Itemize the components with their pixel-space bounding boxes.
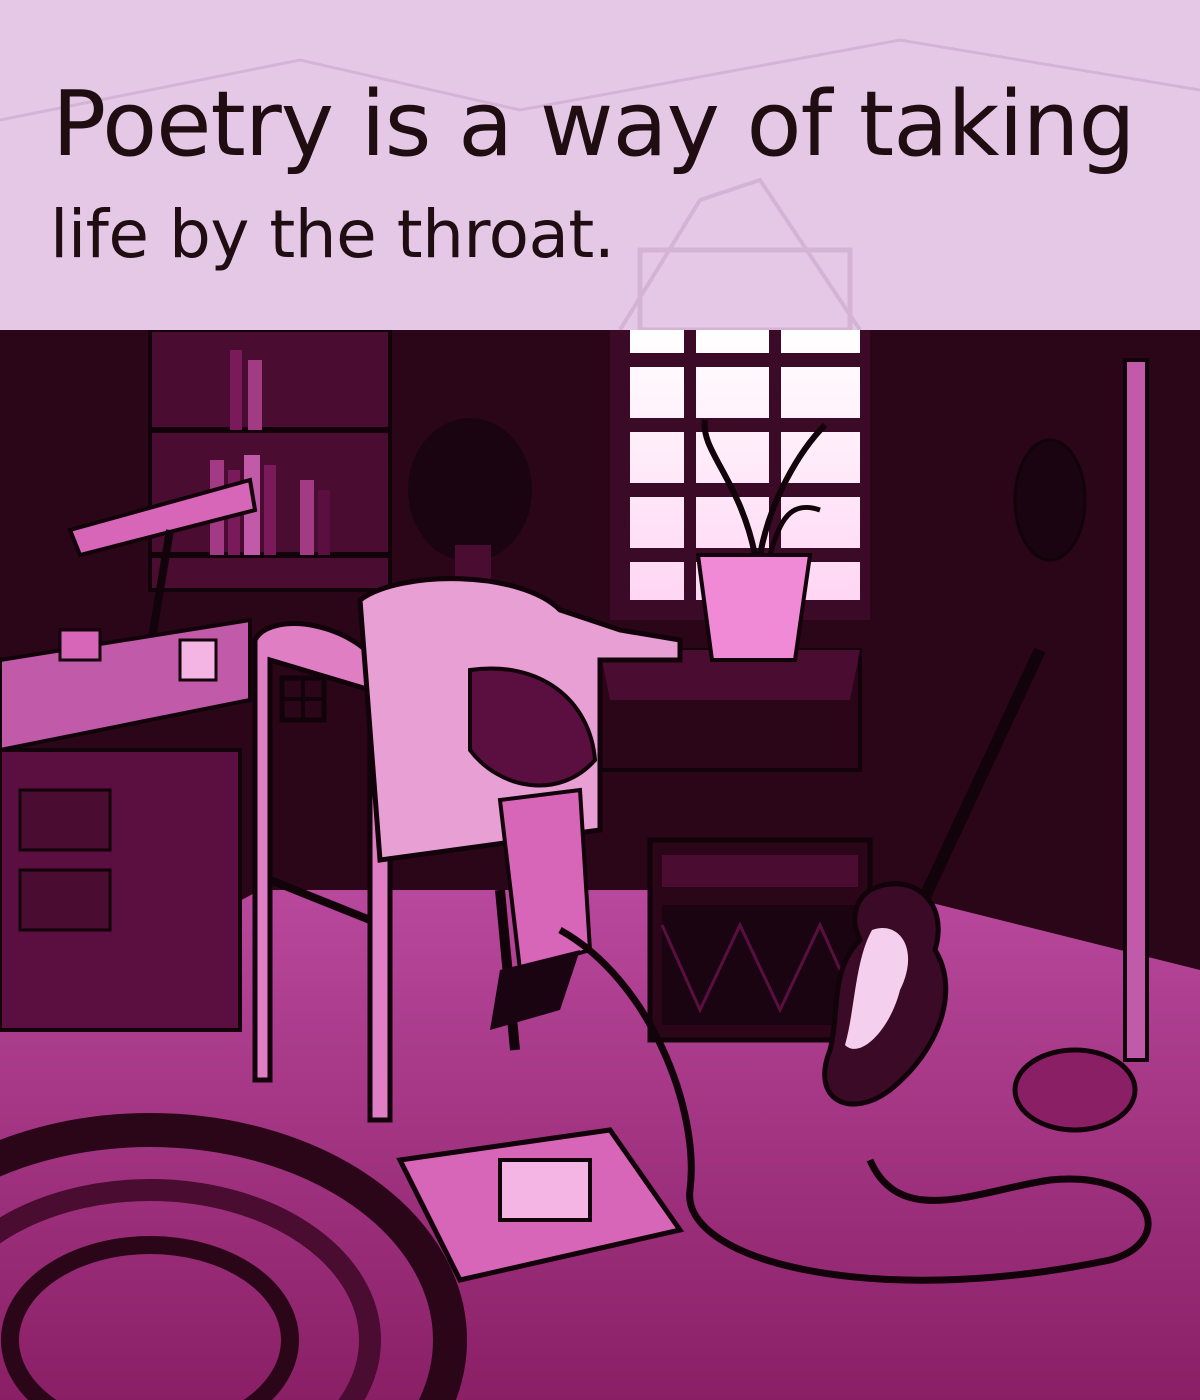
bookshelf-icon (150, 330, 390, 590)
quote-banner (0, 0, 1200, 330)
quote-line-1: Poetry is a way of taking (52, 72, 1135, 177)
side-table (600, 650, 860, 770)
quote-line-2: life by the throat. (50, 196, 615, 273)
room-illustration (0, 330, 1200, 1400)
desk (0, 620, 250, 1030)
